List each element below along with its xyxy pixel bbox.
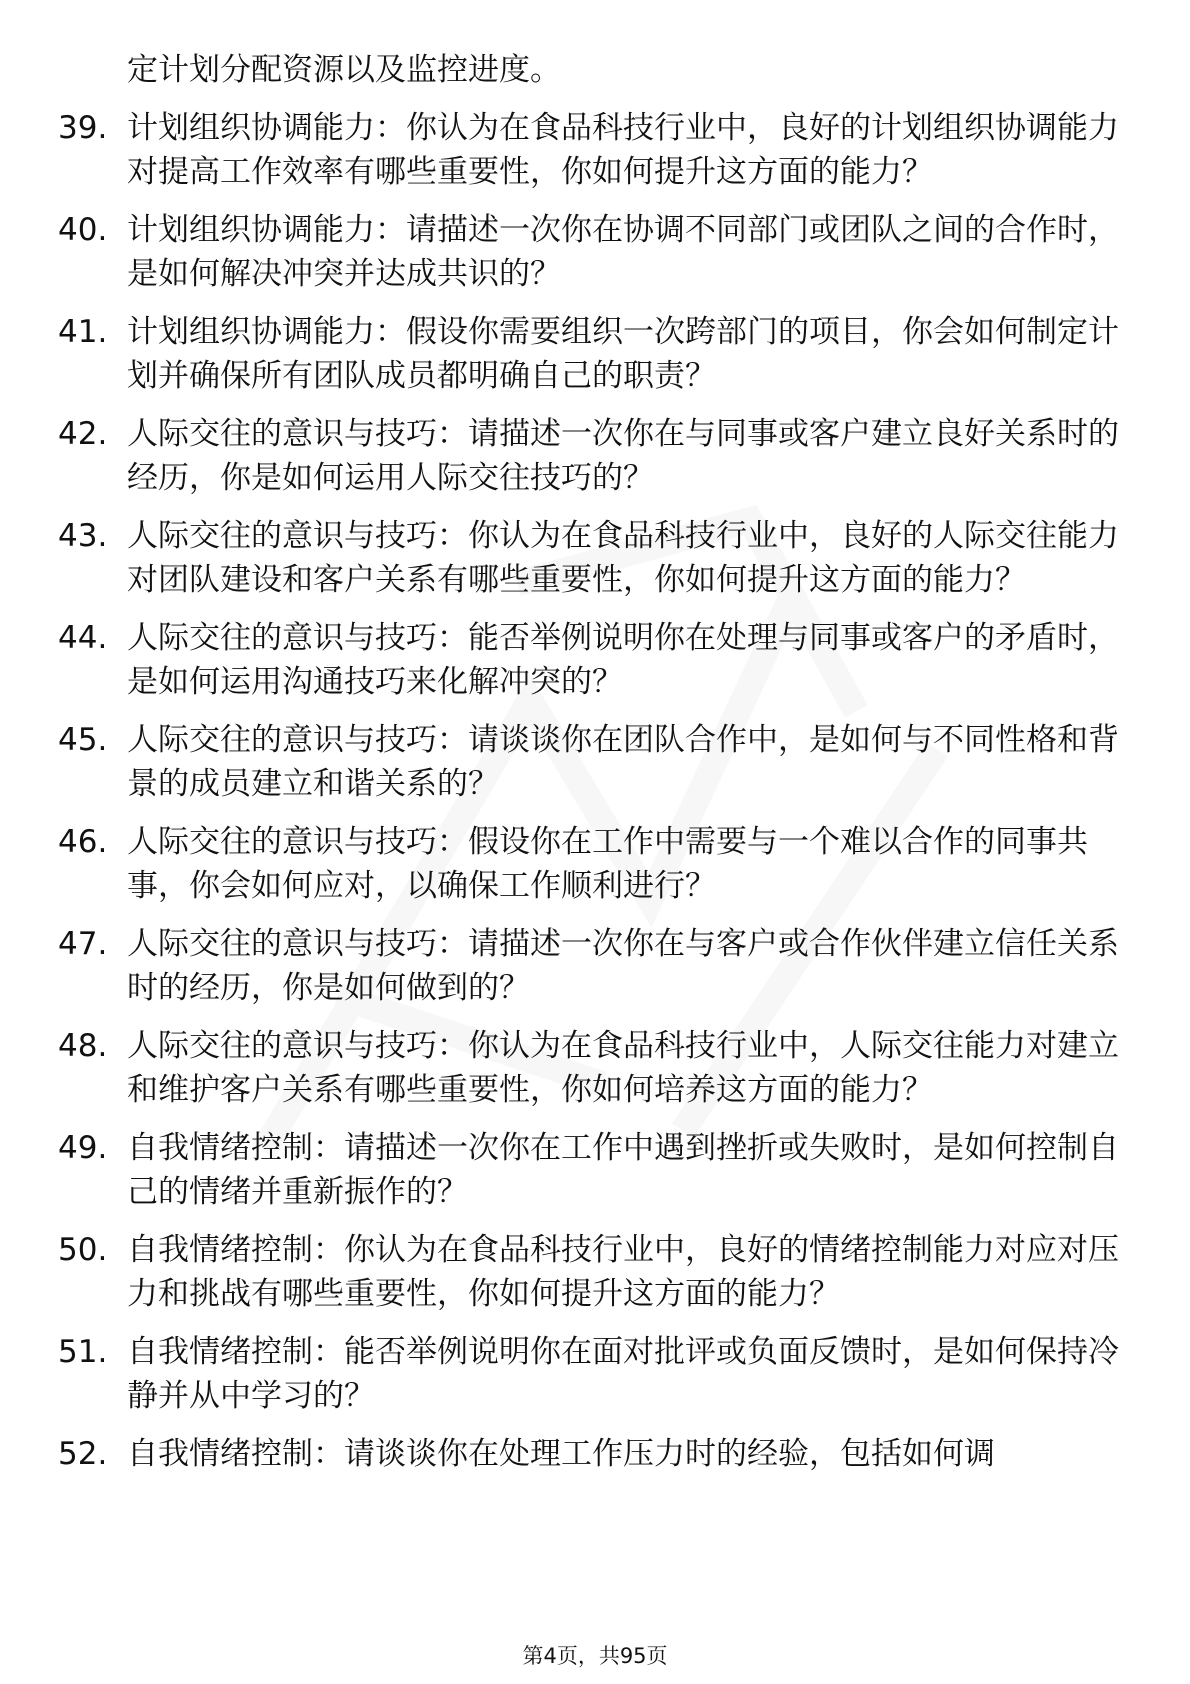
question-list [0,106,1190,1490]
question-text: 人际交往的意识与技巧：请描述一次你在与同事或客户建立良好关系时的经历，你是如何运用人际交往技巧的？ [127,416,1119,496]
question-text: 人际交往的意识与技巧：能否举例说明你在处理与同事或客户的矛盾时，是如何运用沟通技巧来化解冲突的？ [127,620,1119,700]
question-text: 自我情绪控制：你认为在食品科技行业中，良好的情绪控制能力对应对压力和挑战有哪些重要性，你如何提升这方面的能力？ [127,1232,1119,1312]
question-item [0,1024,1127,1112]
question-text: 自我情绪控制：请描述一次你在工作中遇到挫折或失败时，是如何控制自己的情绪并重新振作的？ [127,1130,1119,1210]
question-item [0,1330,1127,1418]
question-text: 人际交往的意识与技巧：请描述一次你在与客户或合作伙伴建立信任关系时的经历，你是如何做到的？ [127,926,1119,1006]
question-text: 人际交往的意识与技巧：你认为在食品科技行业中，良好的人际交往能力对团队建设和客户关系有哪些重要性，你如何提升这方面的能力？ [127,518,1119,598]
question-text: 计划组织协调能力：请描述一次你在协调不同部门或团队之间的合作时，是如何解决冲突并达成共识的？ [127,212,1119,292]
question-item [0,1228,1127,1316]
question-number: 44. [58,620,108,656]
question-item [0,922,1127,1010]
question-number: 42. [58,416,108,452]
question-number: 45. [58,722,108,758]
question-item [0,1432,1127,1476]
question-text: 自我情绪控制：能否举例说明你在面对批评或负面反馈时，是如何保持冷静并从中学习的？ [127,1334,1119,1414]
question-number: 50. [58,1232,108,1268]
question-text: 人际交往的意识与技巧：你认为在食品科技行业中，人际交往能力对建立和维护客户关系有哪些重要性，你如何培养这方面的能力？ [127,1028,1119,1108]
question-number: 47. [58,926,108,962]
question-item [0,310,1127,398]
question-number: 48. [58,1028,108,1064]
question-number: 46. [58,824,108,860]
question-number: 43. [58,518,108,554]
question-number: 39. [58,110,108,146]
question-item [0,208,1127,296]
question-number: 52. [58,1436,108,1472]
question-number: 41. [58,314,108,350]
question-item [0,412,1127,500]
question-item [0,1126,1127,1214]
question-number: 40. [58,212,108,248]
question-text: 计划组织协调能力：假设你需要组织一次跨部门的项目，你会如何制定计划并确保所有团队成员都明确自己的职责？ [127,314,1119,394]
page-footer: 第4页，共95页 [522,1644,668,1668]
question-item [0,820,1127,908]
question-text: 自我情绪控制：请谈谈你在处理工作压力时的经验，包括如何调 [127,1436,995,1472]
question-text: 人际交往的意识与技巧：假设你在工作中需要与一个难以合作的同事共事，你会如何应对，以确保工作顺利进行？ [127,824,1088,904]
continuation-text: 定计划分配资源以及监控进度。 [127,52,561,88]
question-number: 49. [58,1130,108,1166]
question-number: 51. [58,1334,108,1370]
question-item [0,718,1127,806]
question-item [0,616,1127,704]
question-text: 计划组织协调能力：你认为在食品科技行业中，良好的计划组织协调能力对提高工作效率有哪些重要性，你如何提升这方面的能力？ [127,110,1119,190]
question-item [0,514,1127,602]
question-text: 人际交往的意识与技巧：请谈谈你在团队合作中，是如何与不同性格和背景的成员建立和谐关系的？ [127,722,1119,802]
question-item [0,106,1127,194]
